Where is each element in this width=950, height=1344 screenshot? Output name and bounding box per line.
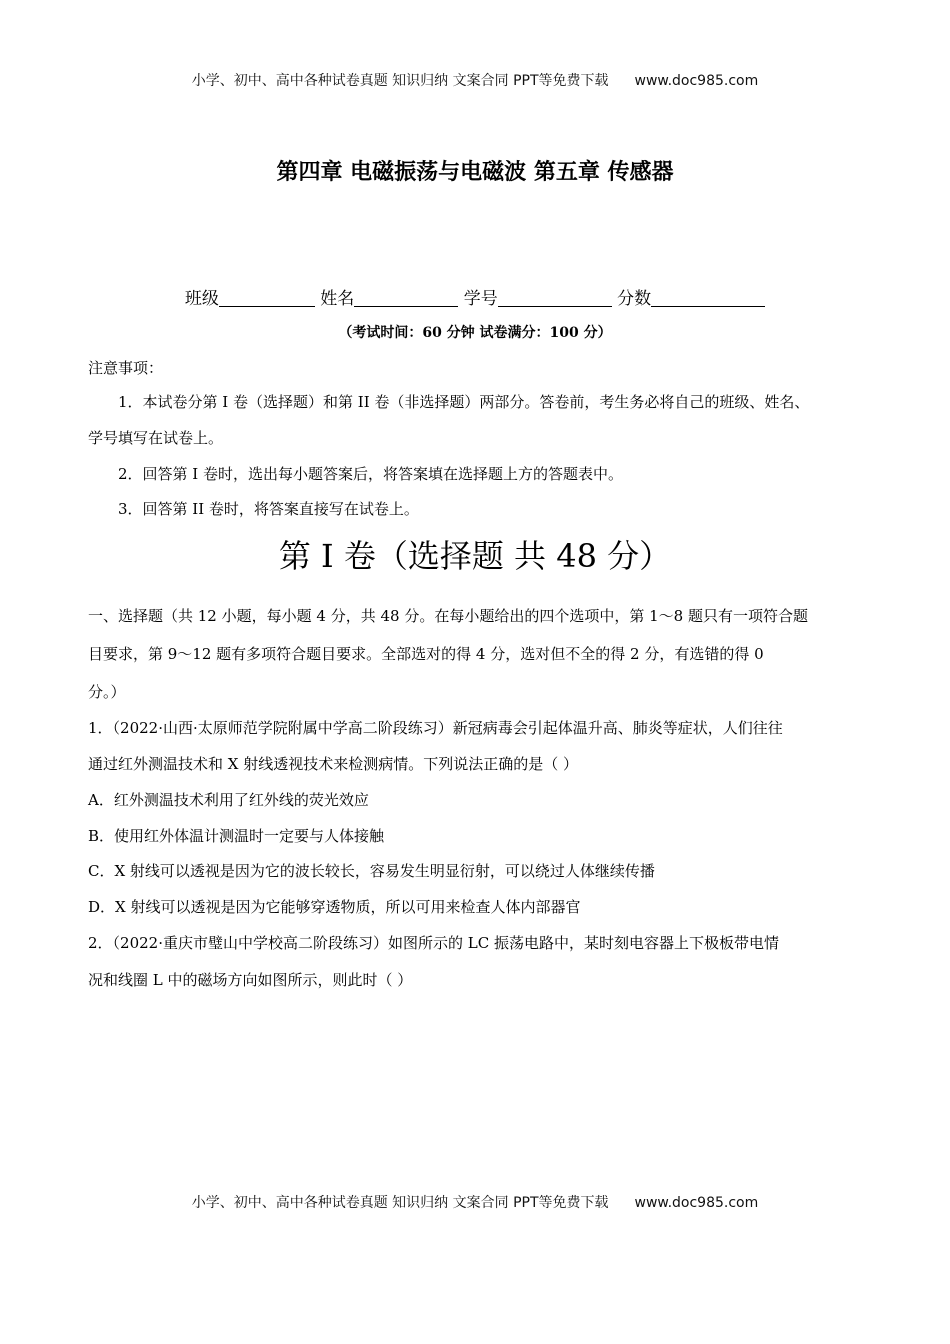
header-text: 小学、初中、高中各种试卷真题 知识归纳 文案合同 PPT等免费下载 <box>191 73 609 89</box>
class-label: 班级 <box>184 289 219 309</box>
page-footer <box>0 1192 950 1212</box>
header-site-link[interactable]: www.doc985.com <box>634 73 759 89</box>
student-id-blank <box>498 288 612 307</box>
question-2-line-2: 况和线圈 L 中的磁场方向如图所示，则此时（ ） <box>88 971 413 989</box>
section-title: 第 I 卷（选择题 共 48 分） <box>278 537 672 575</box>
note-item-1-line-2: 学号填写在试卷上。 <box>88 429 224 447</box>
question-1-option-d: D．X 射线可以透视是因为它能够穿透物质，所以可用来检查人体内部器官 <box>88 898 581 916</box>
page-header <box>0 70 950 90</box>
section-intro-line-2: 目要求，第 9～12 题有多项符合题目要求。全部选对的得 4 分，选对但不全的得 2 分，有选错的得 0 <box>88 645 764 663</box>
section-intro-line-1: 一、选择题（共 12 小题，每小题 4 分，共 48 分。在每小题给出的四个选项中，第 1～8 题只有一项符合题 <box>88 607 808 625</box>
class-blank <box>219 288 315 307</box>
section-intro-line-3: 分。） <box>88 683 126 701</box>
student-id-label: 学号 <box>463 289 498 309</box>
question-1-option-c: C．X 射线可以透视是因为它的波长较长，容易发生明显衍射，可以绕过人体继续传播 <box>88 862 655 880</box>
document-title: 第四章 电磁振荡与电磁波 第五章 传感器 <box>276 160 674 185</box>
question-1-line-1: 1．（2022·山西·太原师范学院附属中学高二阶段练习）新冠病毒会引起体温升高、肺炎等症状，人们往往 <box>88 719 783 737</box>
score-blank <box>651 288 765 307</box>
notes-heading: 注意事项： <box>88 359 164 377</box>
question-2-line-1: 2．（2022·重庆市璧山中学校高二阶段练习）如图所示的 LC 振荡电路中，某时刻电容器上下极板带电情 <box>88 934 779 952</box>
footer-text: 小学、初中、高中各种试卷真题 知识归纳 文案合同 PPT等免费下载 <box>191 1195 609 1211</box>
question-1-line-2: 通过红外测温技术和 X 射线透视技术来检测病情。下列说法正确的是（ ） <box>88 755 578 773</box>
question-1-option-a: A．红外测温技术利用了红外线的荧光效应 <box>88 791 369 809</box>
student-info-line <box>0 284 950 309</box>
name-label: 姓名 <box>320 289 355 309</box>
note-item-2: 2．回答第 I 卷时，选出每小题答案后，将答案填在选择题上方的答题表中。 <box>118 465 624 483</box>
name-blank <box>354 288 458 307</box>
score-label: 分数 <box>617 289 652 309</box>
note-item-1-line-1: 1．本试卷分第 I 卷（选择题）和第 II 卷（非选择题）两部分。答卷前，考生务必将自己的班级、姓名、 <box>118 393 810 411</box>
note-item-3: 3．回答第 II 卷时，将答案直接写在试卷上。 <box>118 500 419 518</box>
exam-info: （考试时间：60 分钟 试卷满分：100 分） <box>338 325 612 341</box>
footer-site-link[interactable]: www.doc985.com <box>634 1195 759 1211</box>
question-1-option-b: B．使用红外体温计测温时一定要与人体接触 <box>88 827 385 845</box>
